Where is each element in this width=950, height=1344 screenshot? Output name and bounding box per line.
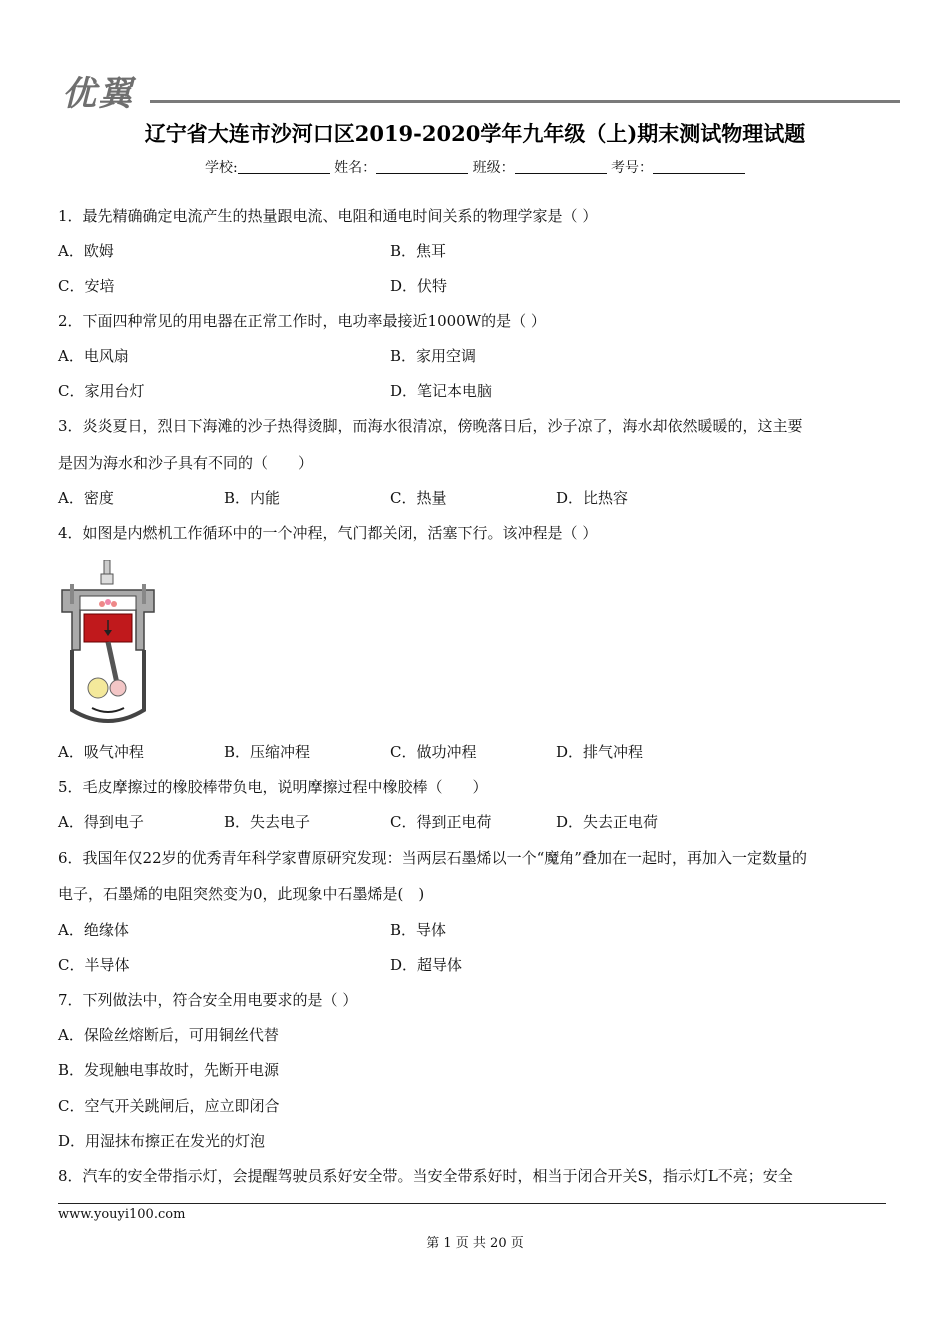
q3-option-a: A．密度 (58, 489, 114, 507)
q2-option-b: B．家用空调 (390, 347, 477, 365)
q5-option-a: A．得到电子 (58, 813, 144, 831)
q4-option-d: D．排气冲程 (556, 743, 644, 761)
question-6: 6．我国年仅22岁的优秀青年科学家曹原研究发现：当两层石墨烯以一个“魔角”叠加在一起时，再加入一定数量的 (58, 849, 807, 867)
q1-option-c: C．安培 (58, 277, 115, 295)
q2-option-a: A．电风扇 (58, 347, 129, 365)
question-8: 8．汽车的安全带指示灯，会提醒驾驶员系好安全带。当安全带系好时，相当于闭合开关S，指示灯L不亮；安全 (58, 1167, 793, 1185)
q1-option-d: D．伏特 (390, 277, 448, 295)
q5-option-b: B．失去电子 (224, 813, 311, 831)
q4-option-c: C．做功冲程 (390, 743, 477, 761)
question-3-line2: 是因为海水和沙子具有不同的（ ） (58, 454, 314, 472)
question-7: 7．下列做法中，符合安全用电要求的是（ ） (58, 991, 358, 1009)
q1-option-a: A．欧姆 (58, 242, 114, 260)
q4-option-a: A．吸气冲程 (58, 743, 144, 761)
q3-option-d: D．比热容 (556, 489, 629, 507)
question-3: 3．炎炎夏日，烈日下海滩的沙子热得烫脚，而海水很清凉，傍晚落日后，沙子凉了，海水却依然暖暖的，这主要 (58, 417, 803, 435)
q2-option-c: C．家用台灯 (58, 382, 145, 400)
q3-option-b: B．内能 (224, 489, 281, 507)
q6-option-a: A．绝缘体 (58, 921, 129, 939)
q6-option-b: B．导体 (390, 921, 447, 939)
field-name-label: 姓名： (334, 160, 377, 176)
question-4: 4．如图是内燃机工作循环中的一个冲程，气门都关闭，活塞下行。该冲程是（ ） (58, 524, 598, 542)
page-number: 第 1 页 共 20 页 (426, 1236, 524, 1251)
question-2: 2．下面四种常见的用电器在正常工作时，电功率最接近1000W的是（ ） (58, 312, 546, 330)
footer-url: www.youyi100.com (58, 1207, 186, 1222)
field-class-label: 班级： (472, 160, 515, 176)
footer-divider (58, 1203, 886, 1204)
question-1: 1．最先精确确定电流产生的热量跟电流、电阻和通电时间关系的物理学家是（ ） (58, 207, 598, 225)
q7-option-a: A．保险丝熔断后，可用铜丝代替 (58, 1026, 279, 1044)
field-school-blank (238, 159, 330, 174)
q7-option-b: B．发现触电事故时，先断开电源 (58, 1061, 280, 1079)
q1-option-b: B．焦耳 (390, 242, 447, 260)
field-examno-label: 考号： (611, 160, 654, 176)
q5-option-d: D．失去正电荷 (556, 813, 659, 831)
field-name-blank (376, 159, 468, 174)
field-examno-blank (653, 159, 745, 174)
field-school-label: 学校: (204, 160, 238, 176)
header-divider (150, 100, 900, 103)
q6-option-d: D．超导体 (390, 956, 463, 974)
q2-option-d: D．笔记本电脑 (390, 382, 493, 400)
q5-option-c: C．得到正电荷 (390, 813, 492, 831)
field-class-blank (515, 159, 607, 174)
engine-diagram (58, 560, 158, 725)
question-5: 5．毛皮摩擦过的橡胶棒带负电，说明摩擦过程中橡胶棒（ ） (58, 778, 488, 796)
page-title: 辽宁省大连市沙河口区2019-2020学年九年级（上)期末测试物理试题 (144, 121, 806, 146)
q6-option-c: C．半导体 (58, 956, 130, 974)
q4-option-b: B．压缩冲程 (224, 743, 311, 761)
logo: 优翼 (62, 74, 134, 114)
spark-plug-icon (104, 560, 110, 574)
question-6-line2: 电子，石墨烯的电阻突然变为0，此现象中石墨烯是( ) (58, 885, 425, 903)
q7-option-c: C．空气开关跳闸后，应立即闭合 (58, 1097, 280, 1115)
student-info-fields (0, 157, 950, 177)
q7-option-d: D．用湿抹布擦正在发光的灯泡 (58, 1132, 266, 1150)
q3-option-c: C．热量 (390, 489, 447, 507)
